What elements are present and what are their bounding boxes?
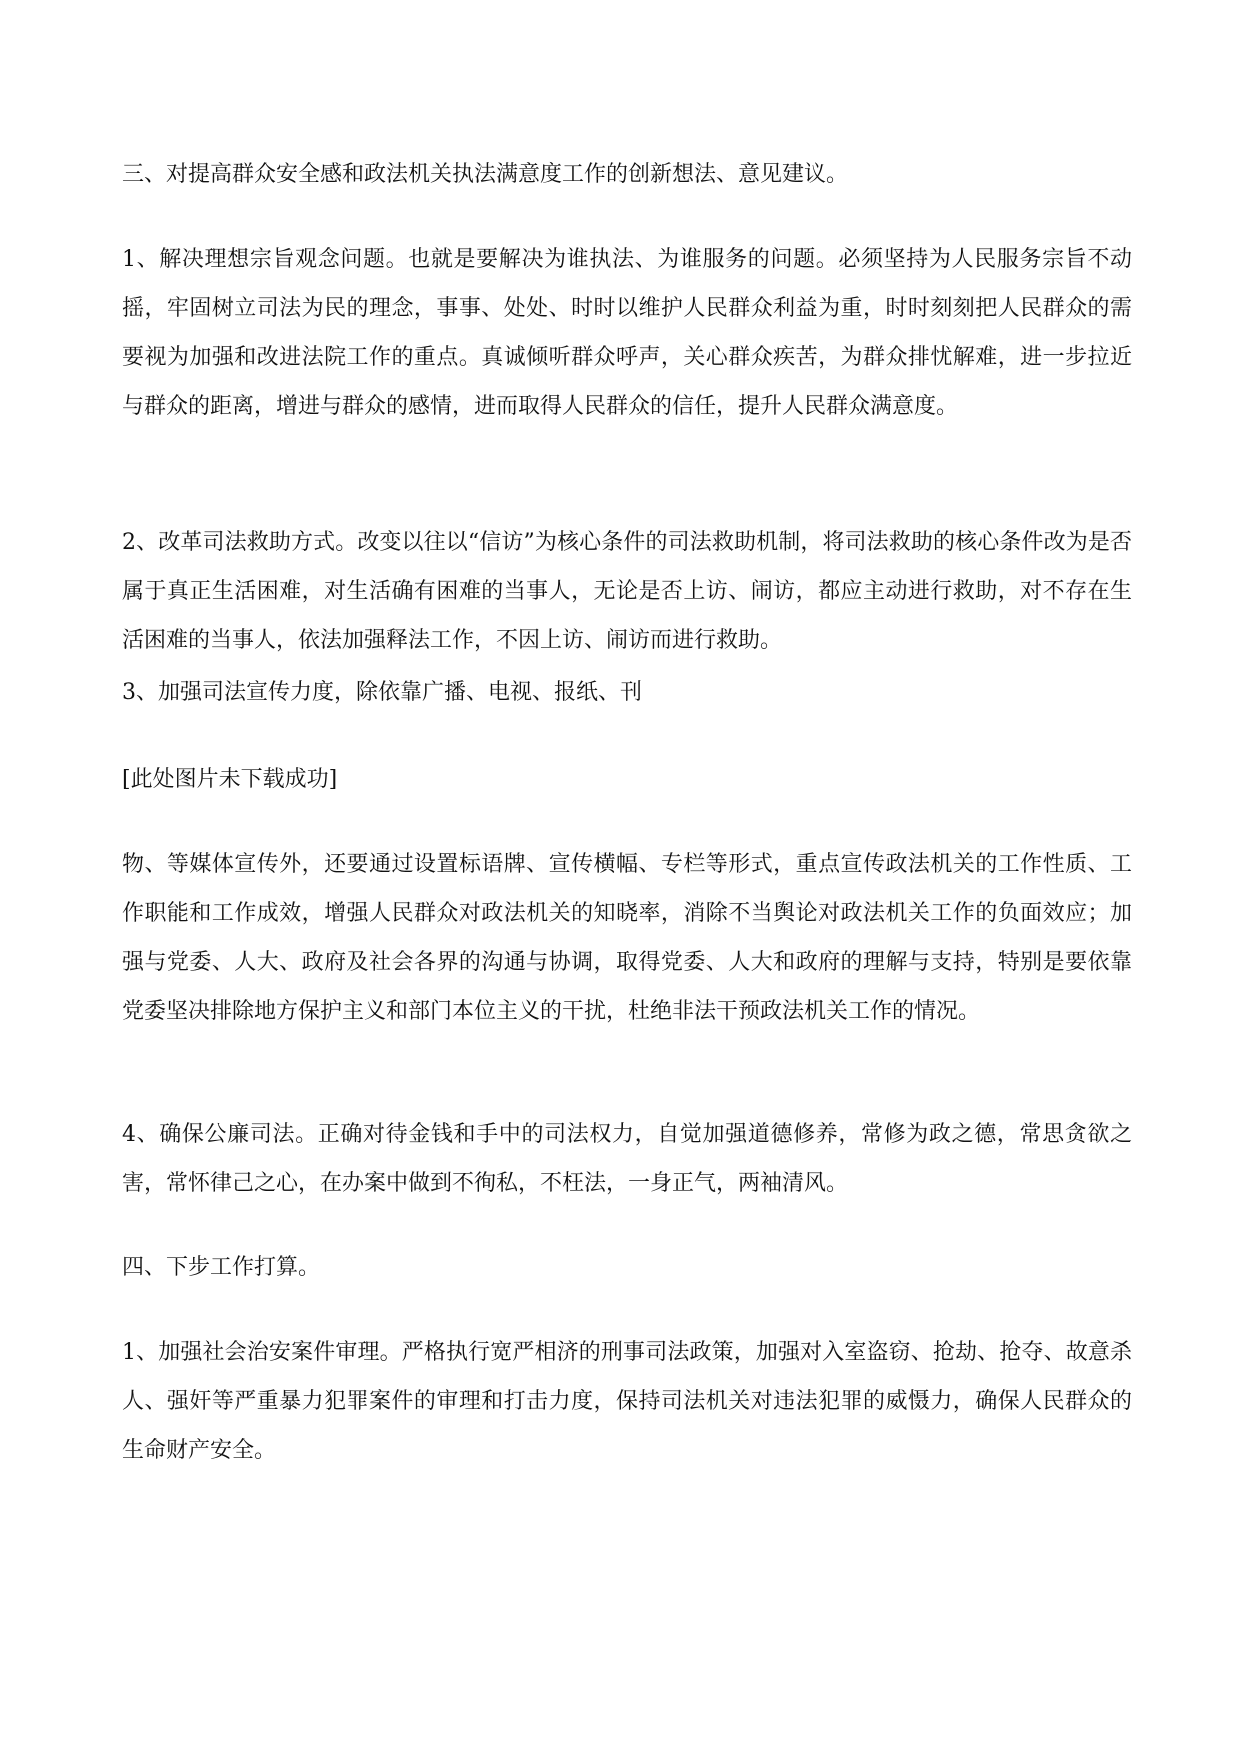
image-missing-placeholder: [此处图片未下载成功]	[122, 767, 338, 792]
paragraph-item-2-judicial-aid: 2、改革司法救助方式。改变以往以“信访”为核心条件的司法救助机制，将司法救助的核心条件改为是否属于真正生活困难，对生活确有困难的当事人，无论是否上访、闹访，都应主动进行救助，对不存在生活困难的当事人，依法加强释法工作，不因上访、闹访而进行救助。	[122, 530, 1132, 653]
section-heading-three: 三、对提高群众安全感和政法机关执法满意度工作的创新想法、意见建议。	[122, 162, 849, 187]
paragraph-item-4-integrity: 4、确保公廉司法。正确对待金钱和手中的司法权力，自觉加强道德修养，常修为政之德，常思贪欲之害，常怀律己之心，在办案中做到不徇私，不枉法，一身正气，两袖清风。	[122, 1122, 1132, 1196]
paragraph-item-3-publicity-start: 3、加强司法宣传力度，除依靠广播、电视、报纸、刊	[122, 680, 642, 705]
section-heading-four: 四、下步工作打算。	[122, 1255, 321, 1280]
paragraph-next-item-1-security-cases: 1、加强社会治安案件审理。严格执行宽严相济的刑事司法政策，加强对入室盗窃、抢劫、抢夺、故意杀人、强奸等严重暴力犯罪案件的审理和打击力度，保持司法机关对违法犯罪的威慑力，确保人民群众的生命财产安全。	[122, 1340, 1132, 1463]
paragraph-item-3-publicity-continued: 物、等媒体宣传外，还要通过设置标语牌、宣传横幅、专栏等形式，重点宣传政法机关的工作性质、工作职能和工作成效，增强人民群众对政法机关的知晓率，消除不当舆论对政法机关工作的负面效应；加强与党委、人大、政府及社会各界的沟通与协调，取得党委、人大和政府的理解与支持，特别是要依靠党委坚决排除地方保护主义和部门本位主义的干扰，杜绝非法干预政法机关工作的情况。	[122, 852, 1132, 1024]
paragraph-item-1-ideals: 1、解决理想宗旨观念问题。也就是要解决为谁执法、为谁服务的问题。必须坚持为人民服务宗旨不动摇，牢固树立司法为民的理念，事事、处处、时时以维护人民群众利益为重，时时刻刻把人民群众的需要视为加强和改进法院工作的重点。真诚倾听群众呼声，关心群众疾苦，为群众排忧解难，进一步拉近与群众的距离，增进与群众的感情，进而取得人民群众的信任，提升人民群众满意度。	[122, 247, 1132, 419]
